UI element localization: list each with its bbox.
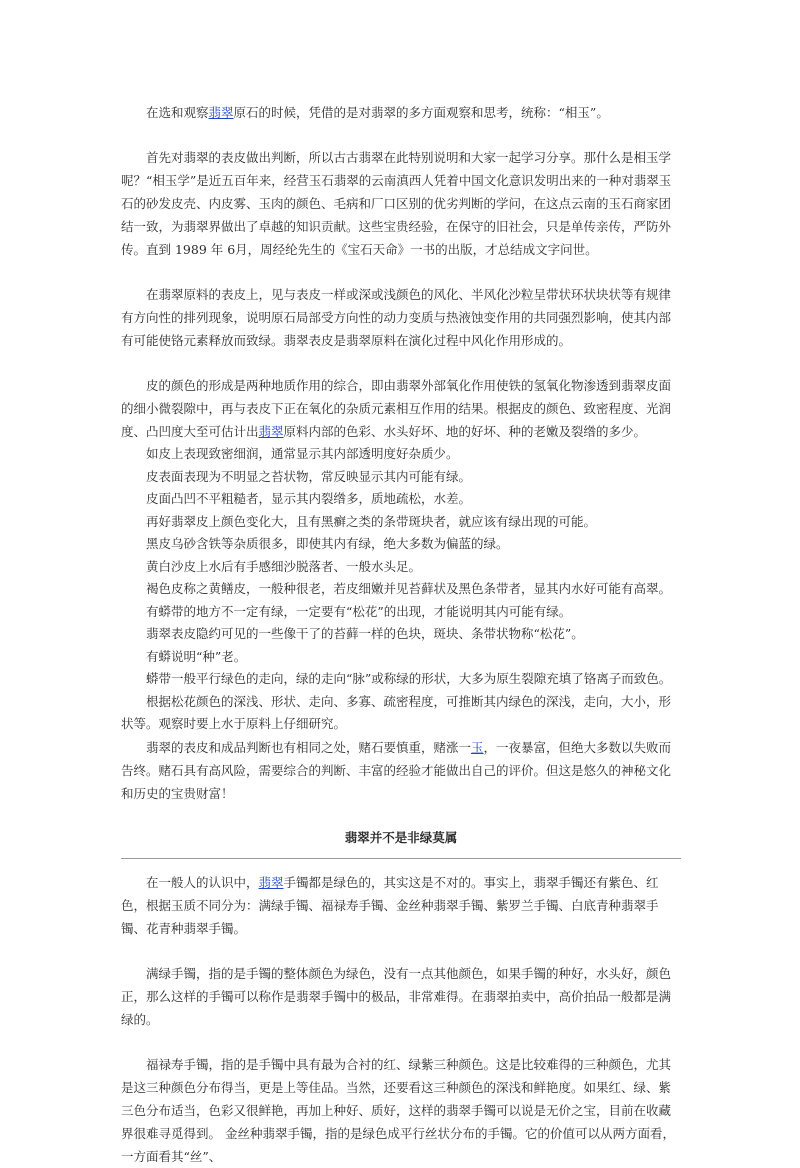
paragraph-text: 在选和观察 bbox=[146, 105, 209, 120]
paragraph-text: 手镯都是绿色的，其实这是不对的。事实上，翡翠手镯还有紫色、红色，根据玉质不同分为：满绿手镯、福禄寿手镯、金丝种翡翠手镯、紫罗兰手镯、白底青种翡翠手镯、花青种翡翠手镯。 bbox=[121, 874, 659, 936]
paragraph-text: 皮的颜色的形成是两种地质作用的综合，即由翡翠外部氧化作用使铁的氢氧化物渗透到翡翠皮面的细小微裂隙中，再与表皮下正在氧化的杂质元素相互作用的结果。根据皮的颜色、致密程度、光润度、凸凹度大至可估计出 bbox=[121, 378, 672, 439]
jadeite-link[interactable]: 翡翠 bbox=[258, 874, 284, 890]
paragraph-gambling bbox=[121, 736, 681, 805]
paragraph-text: 在一般人的认识中， bbox=[146, 874, 259, 890]
paragraph-skin-color bbox=[121, 374, 681, 443]
paragraph-text: 原料内部的色彩、水头好坏、地的好坏、种的老嫩及裂绺的多少。 bbox=[283, 424, 647, 439]
list-item: 蟒带一般平行绿色的走向，绿的走向“脉”或称绿的形状，大多为原生裂隙充填了铬离子而致色。 bbox=[146, 671, 672, 686]
jadeite-link[interactable]: 翡翠 bbox=[258, 424, 284, 439]
list-item: 如皮上表现致密细润，通常显示其内部透明度好杂质少。 bbox=[146, 446, 459, 461]
paragraph-text: 翡翠的表皮和成品判断也有相同之处，赌石要慎重，赌涨一 bbox=[146, 739, 472, 755]
list-item: 有蟒带的地方不一定有绿，一定要有“松花”的出现，才能说明其内可能有绿。 bbox=[146, 603, 572, 619]
list-item: 翡翠表皮隐约可见的一些像干了的苔藓一样的色块，斑块、条带状物称“松花”。 bbox=[146, 626, 584, 641]
paragraph-full-green: 满绿手镯，指的是手镯的整体颜色为绿色，没有一点其他颜色，如果手镯的种好，水头好，颜色正，那么这样的手镯可以称作是翡翠手镯中的极品，非常难得。在翡翠拍卖中，高价拍品一般都是满绿的。 bbox=[121, 965, 672, 1027]
paragraph-fulushou: 福禄寿手镯，指的是手镯中具有最为合衬的红、绿紫三种颜色。这是比较难得的三种颜色，尤其是这三种颜色分布得当，更是上等佳品。当然，还要看这三种颜色的深浅和鲜艳度。如果红、绿、紫三色分布适当，色彩又很鲜艳，再加上种好、质好，这样的翡翠手镯可以说是无价之宝，目前在收藏界很难寻觅得到。 金丝种翡翠手镯，指的是绿色成平行丝状分布的手镯。它的价值可以从两方面看，一方面看其“丝”、 bbox=[121, 1056, 675, 1164]
paragraph-skin-patterns: 在翡翠原料的表皮上，见与表皮一样或深或浅颜色的风化、半风化沙粒呈带状环状块状等有规律有方向性的排列现象，说明原石局部受方向性的动力变质与热液蚀变作用的共同强烈影响，使其内部有可能使铬元素释放而致绿。翡翠表皮是翡翠原料在演化过程中风化作用形成的。 bbox=[121, 287, 672, 348]
jade-link[interactable]: 玉 bbox=[471, 739, 484, 755]
article-body bbox=[121, 101, 681, 1168]
paragraph-bracelet-colors bbox=[121, 871, 681, 940]
jadeite-link[interactable]: 翡翠 bbox=[208, 105, 234, 120]
paragraph-text: 原石的时候，凭借的是对翡翠的多方面观察和思考，统称：“相玉”。 bbox=[233, 105, 609, 120]
skin-observation-list bbox=[121, 443, 681, 736]
section-title: 翡翠并不是非绿莫属 bbox=[344, 829, 458, 845]
paragraph-text: ，一夜暴富，但绝大多数以失败而告终。赌石具有高风险，需要综合的判断、丰富的经验才能做出自己的评价。但这是悠久的神秘文化和历史的宝贵财富！ bbox=[121, 739, 672, 801]
list-item: 皮面凸凹不平粗糙者，显示其内裂绺多，质地疏松，水差。 bbox=[146, 491, 472, 506]
list-item: 根据松花颜色的深浅、形状、走向、多寡、疏密程度，可推断其内绿色的深浅，走向，大小，形状等。观察时要上水于原料上仔细研究。 bbox=[121, 693, 672, 731]
list-item: 有蟒说明“种”老。 bbox=[146, 648, 247, 664]
list-item: 再好翡翠皮上颜色变化大，且有黑癣之类的条带斑块者，就应该有绿出现的可能。 bbox=[146, 513, 597, 529]
list-item: 皮表面表现为不明显之苔状物，常反映显示其内可能有绿。 bbox=[146, 468, 472, 484]
paragraph-xiangyu: 首先对翡翠的表皮做出判断，所以古古翡翠在此特别说明和大家一起学习分享。那什么是相玉学呢？“相玉学”是近五百年来，经营玉石翡翠的云南滇西人凭着中国文化意识发明出来的一种对翡翠玉石的砂发皮壳、内皮雾、玉肉的颜色、毛病和厂口区别的优劣判断的学问，在这点云南的玉石商家团结一致，为翡翠界做出了卓越的知识贡献。这些宝贵经验，在保守的旧社会，只是单传亲传，严防外传。直到 1989 年 6月，周经纶先生的《宝石天命》一书的出版，才总结成文字问世。 bbox=[121, 150, 672, 257]
paragraph-intro bbox=[121, 101, 681, 124]
section-divider bbox=[121, 858, 681, 859]
list-item: 褐色皮称之黄鳝皮，一般种很老，若皮细嫩并见苔藓状及黑色条带者，显其内水好可能有高翠。 bbox=[146, 581, 672, 596]
list-item: 黄白沙皮上水后有手感细沙脱落者、一般水头足。 bbox=[146, 558, 422, 574]
list-item: 黑皮乌砂含铁等杂质很多，即使其内有绿，绝大多数为偏蓝的绿。 bbox=[146, 536, 509, 551]
